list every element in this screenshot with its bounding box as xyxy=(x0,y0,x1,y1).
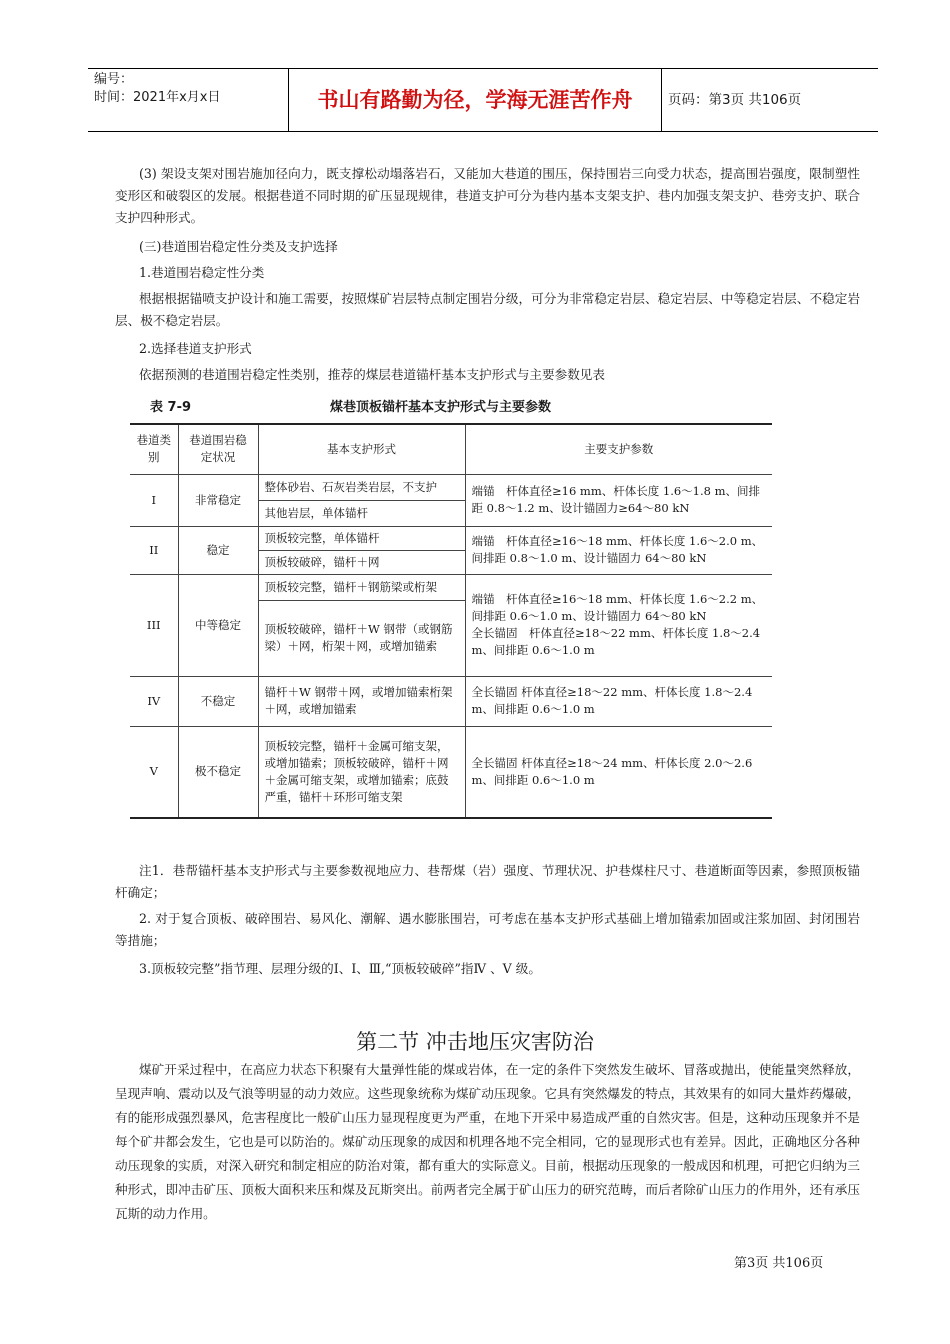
row-class: I xyxy=(130,474,178,526)
table-row xyxy=(130,676,772,726)
paragraph-heading-classify: 1.巷道围岩稳定性分类 xyxy=(139,265,265,280)
row-state: 中等稳定 xyxy=(178,574,258,676)
row-state: 极不稳定 xyxy=(178,726,258,818)
row-class: III xyxy=(130,574,178,676)
row-form: 顶板较完整，锚杆＋钢筋梁或桁架 xyxy=(258,574,465,600)
note-2: 2. 对于复合顶板、破碎围岩、易风化、潮解、遇水膨胀围岩，可考虑在基本支护形式基础上增加锚索加固或注浆加固、封闭围岩等措施； xyxy=(115,911,860,948)
table-row xyxy=(130,574,772,600)
row-state: 稳定 xyxy=(178,526,258,574)
row-params: 全长锚固 杆体直径≥18～24 mm、杆体长度 2.0～2.6 m、间排距 0.6～1.0 m xyxy=(465,726,772,818)
page-footer: 第3页 共106页 xyxy=(734,1256,824,1271)
support-parameter-table xyxy=(130,423,772,819)
header-meta xyxy=(88,69,288,131)
paragraph-select-text: 依据预测的巷道围岩稳定性类别，推荐的煤层巷道锚杆基本支护形式与主要参数见表 xyxy=(139,367,605,382)
section-title: 第二节 冲击地压灾害防治 xyxy=(356,1030,594,1054)
paragraph-heading-3: (三)巷道围岩稳定性分类及支护选择 xyxy=(139,239,338,254)
row-class: V xyxy=(130,726,178,818)
row-form: 整体砂岩、石灰岩类岩层，不支护 xyxy=(258,474,465,500)
row-params-cell xyxy=(465,574,772,676)
header-page-info: 页码：第3页 共106页 xyxy=(668,92,802,108)
header-motto: 书山有路勤为径，学海无涯苦作舟 xyxy=(288,69,662,131)
table-row xyxy=(130,726,772,818)
section-body: 煤矿开采过程中，在高应力状态下积聚有大量弹性能的煤或岩体，在一定的条件下突然发生破坏、冒落或抛出，使能量突然释放，呈现声响、震动以及气浪等明显的动力效应。这些现象统称为煤矿动压现象。它具有突然爆发的特点，其效果有的如同大量炸药爆破，有的能形成强烈暴风，危害程度比一般矿山压力显现程度更为严重，在地下开采中易造成严重的自然灾害。但是，这种动压现象并不是每个矿井都会发生，它也是可以防治的。煤矿动压现象的成因和机理各地不完全相同，它的显现形式也有差异。因此，正确地区分各种动压现象的实质，对深入研究和制定相应的防治对策，都有重大的实际意义。目前，根据动压现象的一般成因和机理，可把它归纳为三种形式，即冲击矿压、顶板大面积来压和煤及瓦斯突出。前两者完全属于矿山压力的研究范畴，而后者除矿山压力的作用外，还有承压瓦斯的动力作用。 xyxy=(115,1062,860,1221)
page-header xyxy=(88,68,878,132)
row-params: 端锚 杆体直径≥16～18 mm、杆体长度 1.6～2.2 m、间排距 0.6～1.0 m、设计锚固力 64～80 kN xyxy=(471,592,764,623)
doc-date-label: 时间：2021年x月x日 xyxy=(94,90,221,105)
header-params: 主要支护参数 xyxy=(465,424,772,474)
paragraph-classify-text: 根据根据锚喷支护设计和施工需要，按照煤矿岩层特点制定围岩分级，可分为非常稳定岩层、稳定岩层、中等稳定岩层、不稳定岩层、极不稳定岩层。 xyxy=(115,291,860,328)
doc-number-label: 编号： xyxy=(94,72,134,87)
table-title: 煤巷顶板锚杆基本支护形式与主要参数 xyxy=(330,400,552,415)
table-header-row xyxy=(130,424,772,474)
row-form: 顶板较完整，单体锚杆 xyxy=(258,526,465,550)
note-3: 3.顶板较完整”指节理、层理分级的Ⅰ、Ⅰ、Ⅲ,“顶板较破碎”指Ⅳ 、Ⅴ 级。 xyxy=(139,961,541,976)
row-class: IV xyxy=(130,676,178,726)
row-form: 顶板较破碎，锚杆＋网 xyxy=(258,550,465,574)
row-params: 全长锚固 杆体直径≥18～22 mm、杆体长度 1.8～2.4 m、间排距 0.6～1.0 m xyxy=(465,676,772,726)
row-params: 端锚 杆体直径≥16～18 mm、杆体长度 1.6～2.0 m、间排距 0.8～1.0 m、设计锚固力 64～80 kN xyxy=(465,526,772,574)
header-state: 巷道围岩稳定状况 xyxy=(178,424,258,474)
table-number: 表 7-9 xyxy=(150,400,192,415)
table-row xyxy=(130,526,772,550)
header-form: 基本支护形式 xyxy=(258,424,465,474)
row-form: 顶板较破碎，锚杆＋W 钢带（或钢筋梁）＋网，桁架＋网，或增加锚索 xyxy=(258,600,465,676)
row-params: 全长锚固 杆体直径≥18～22 mm、杆体长度 1.8～2.4 m、间排距 0.6～1.0 m xyxy=(471,626,761,657)
row-params: 端锚 杆体直径≥16 mm、杆体长度 1.6～1.8 m、间排距 0.8～1.2 m、设计锚固力≥64～80 kN xyxy=(465,474,772,526)
paragraph-support-1: (3) 架设支架对围岩施加径向力，既支撑松动塌落岩石，又能加大巷道的围压，保持围岩三向受力状态，提高围岩强度，限制塑性变形区和破裂区的发展。根据巷道不同时期的矿压显现规律，巷道支护可分为巷内基本支架支护、巷内加强支架支护、巷旁支护、联合支护四种形式。 xyxy=(115,166,860,225)
row-class: II xyxy=(130,526,178,574)
note-1: 注1．巷帮锚杆基本支护形式与主要参数视地应力、巷帮煤（岩）强度、节理状况、护巷煤柱尺寸、巷道断面等因素，参照顶板锚杆确定； xyxy=(115,863,860,900)
row-form: 顶板较完整，锚杆＋金属可缩支架，或增加锚索；顶板较破碎，锚杆＋网＋金属可缩支架，或增加锚索；底鼓严重，锚杆＋环形可缩支架 xyxy=(258,726,465,818)
row-state: 不稳定 xyxy=(178,676,258,726)
row-form: 其他岩层，单体锚杆 xyxy=(258,500,465,526)
row-state: 非常稳定 xyxy=(178,474,258,526)
table-row xyxy=(130,474,772,500)
header-class: 巷道类别 xyxy=(130,424,178,474)
paragraph-heading-select: 2.选择巷道支护形式 xyxy=(139,341,252,356)
row-form: 锚杆＋W 钢带＋网，或增加锚索桁架＋网，或增加锚索 xyxy=(258,676,465,726)
